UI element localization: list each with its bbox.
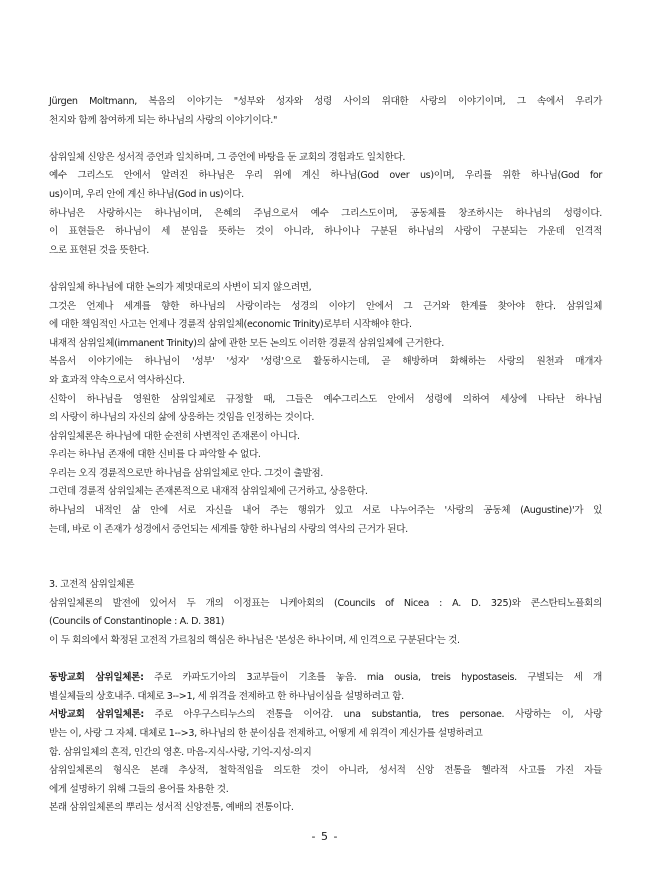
text-line: 내재적 삼위일체(immanent Trinity)의 삶에 관한 모든 논의도 이러한 경륜적 삼위일체에 근거한다. <box>49 337 444 349</box>
text-line: 신학이 하나님을 영원한 삼위일체로 규정할 때, 그들은 예수그리스도 안에서 성령에 의하여 세상에 나타난 하나님 <box>49 393 602 405</box>
east-church-text: 주로 카파도기아의 3교부들이 기초를 놓음. mia ousia, treis hypostaseis. 구별되는 세 개 <box>143 672 602 684</box>
text-line: 삼위일체 하나님에 대한 논의가 제멋대로의 사변이 되지 않으려면, <box>49 281 312 293</box>
text-line: 삼위일체론의 발전에 있어서 두 개의 이정표는 니케아회의 (Councils of Nicea : A. D. 325)와 콘스탄티노플회의 <box>49 597 602 609</box>
text-line: 에 대한 책임적인 사고는 언제나 경륜적 삼위일체(economic Trinity)로부터 시작해야 한다. <box>49 319 412 331</box>
text-line: 으로 표현된 것을 뜻한다. <box>49 244 149 256</box>
text-line: 천지와 함께 참여하게 되는 하나님의 사랑의 이야기이다." <box>49 114 278 126</box>
text-line: 그런데 경륜적 삼위일체는 존재론적으로 내재적 삼위일체에 근거하고, 상응한다. <box>49 486 368 498</box>
text-line: 삼위일체 신앙은 성서적 증언과 일치하며, 그 증언에 바탕을 둔 교회의 경험과도 일치한다. <box>49 151 406 163</box>
paragraph-moltmann <box>49 93 602 130</box>
text-line: 삼위일체론의 형식은 본래 추상적, 철학적임을 의도한 것이 아니라, 성서적 신앙 전통을 헬라적 사고를 가진 자들 <box>49 765 602 777</box>
text-line: 별실체들의 상호내주. 대체로 3-->1, 세 위격을 전제하고 한 하나님이심을 설명하려고 함. <box>49 690 404 702</box>
paragraph-trinity-faith <box>49 149 602 261</box>
text-line: 의 사랑이 하나님의 자신의 삶에 상응하는 것임을 인정하는 것이다. <box>49 412 315 424</box>
paragraph-east-west <box>49 669 602 818</box>
text-line: 삼위일체론은 하나님에 대한 순전히 사변적인 존재론이 아니다. <box>49 430 300 442</box>
text-line: Jürgen Moltmann, 복음의 이야기는 "성부와 성자와 성령 사이의 위대한 사랑의 이야기이며, 그 속에서 우리가 <box>49 96 602 107</box>
text-line: 받는 이, 사랑 그 자체. 대체로 1-->3, 하나님의 한 분이심을 전제하고, 어떻게 세 위격이 계신가를 설명하려고 <box>49 728 483 739</box>
section-heading: 3. 고전적 삼위일체론 <box>49 579 135 591</box>
section-classical-trinity <box>49 576 602 650</box>
text-line: us)이며, 우리 안에 계신 하나님(God in us)이다. <box>49 188 244 200</box>
paragraph-economic-trinity <box>49 279 602 539</box>
text-line: 복음서 이야기에는 하나님이 '성부' '성자' '성령'으로 활동하시는데, 곧 해방하며 화해하는 사랑의 원천과 매개자 <box>49 356 602 368</box>
text-line: 하나님은 사랑하시는 하나님이며, 은혜의 주님으로서 예수 그리스도이며, 공동체를 창조하시는 하나님의 성령이다. <box>49 207 602 219</box>
text-line: 와 효과적 약속으로서 역사하신다. <box>49 374 185 386</box>
text-line: 하나님의 내적인 삶 안에 서로 자신을 내어 주는 행위가 있고 서로 나누어주는 '사랑의 공동체 (Augustine)'가 있 <box>49 505 602 517</box>
text-line: 본래 삼위일체론의 뿌리는 성서적 신앙전통, 예배의 전통이다. <box>49 802 294 814</box>
text-line <box>49 706 602 725</box>
text-line: 우리는 오직 경륜적으로만 하나님을 삼위일체로 안다. 그것이 출발점. <box>49 467 323 479</box>
text-line: 이 두 회의에서 확정된 고전적 가르침의 핵심은 하나님은 '본성은 하나이며, 세 인격으로 구분된다'는 것. <box>49 635 460 647</box>
text-line: (Councils of Constantinople : A. D. 381) <box>49 616 225 628</box>
page-number: - 5 - <box>311 830 339 843</box>
text-line: 그것은 언제나 세계를 향한 하나님의 사랑이라는 성경의 이야기 안에서 그 근거와 한계를 찾아야 한다. 삼위일체 <box>49 300 602 312</box>
east-church-label: 동방교회 삼위일체론: <box>49 672 144 684</box>
west-church-text: 주로 아우구스티누스의 전통을 이어감. una substantia, tres personae. 사랑하는 이, 사랑 <box>143 709 602 721</box>
text-line: 에게 설명하기 위해 그들의 용어를 차용한 것. <box>49 783 229 795</box>
text-line: 이 표현들은 하나님이 세 분임을 뜻하는 것이 아니라, 하나이나 구분된 하나님의 사랑이 구분되는 가운데 인격적 <box>49 226 602 238</box>
west-church-label: 서방교회 삼위일체론: <box>49 709 144 721</box>
text-line: 예수 그리스도 안에서 알려진 하나님은 우리 위에 계신 하나님(God over us)이며, 우리를 위한 하나님(God for <box>49 170 602 182</box>
text-line: 우리는 하나님 존재에 대한 신비를 다 파악할 수 없다. <box>49 449 261 461</box>
text-line <box>49 669 602 688</box>
text-line: 는데, 바로 이 존재가 성경에서 증언되는 세계를 향한 하나님의 사랑의 역사의 근거가 된다. <box>49 523 408 535</box>
text-line: 함. 삼위일체의 흔적, 인간의 영혼. 마음-지식-사랑, 기억-지성-의지 <box>49 746 312 758</box>
